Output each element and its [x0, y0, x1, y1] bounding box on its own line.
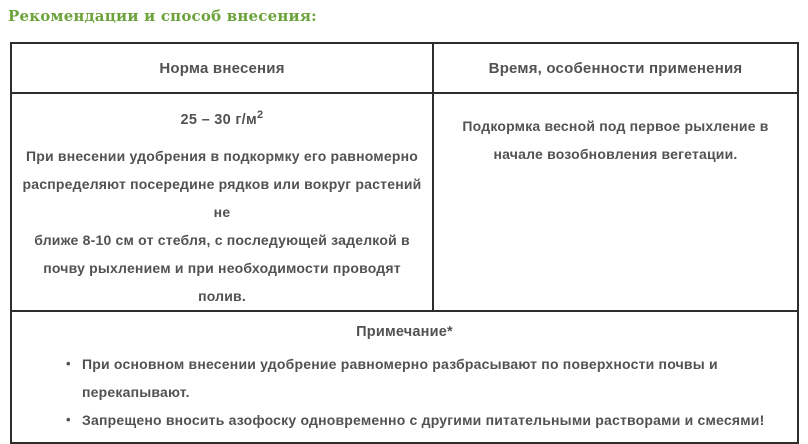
page-title: Рекомендации и способ внесения: — [8, 7, 317, 25]
note-list — [36, 350, 773, 434]
note-cell — [11, 311, 798, 443]
table-header-row — [11, 43, 798, 93]
rate-description: При внесении удобрения в подкормку его равномерно распределяют посередине рядков или вокруг растений не ближе 8-10 см от стебля, с последующей заделкой в почву рыхлением и при необходимости проводят полив. — [22, 148, 422, 304]
table-body-row — [11, 93, 798, 311]
note-title: Примечание* — [356, 324, 453, 340]
application-rate-cell — [11, 93, 433, 311]
rate-superscript: 2 — [257, 109, 264, 122]
recommendations-table — [10, 42, 799, 444]
rate-value-text: 25 – 30 г/м — [180, 112, 258, 128]
rate-value — [20, 109, 424, 128]
table-note-row — [11, 311, 798, 443]
column-header-application-rate: Норма внесения — [11, 43, 433, 93]
note-list-item: • Запрещено вносить азофоску одновременно с другими питательными растворами и смесями! — [66, 406, 773, 434]
timing-cell — [433, 93, 798, 311]
column-header-timing: Время, особенности применения — [433, 43, 798, 93]
timing-text: Подкормка весной под первое рыхление в начале возобновления вегетации. — [462, 118, 769, 162]
note-list-item: • При основном внесении удобрение равномерно разбрасывают по поверхности почвы и перекапывают. — [66, 350, 773, 406]
